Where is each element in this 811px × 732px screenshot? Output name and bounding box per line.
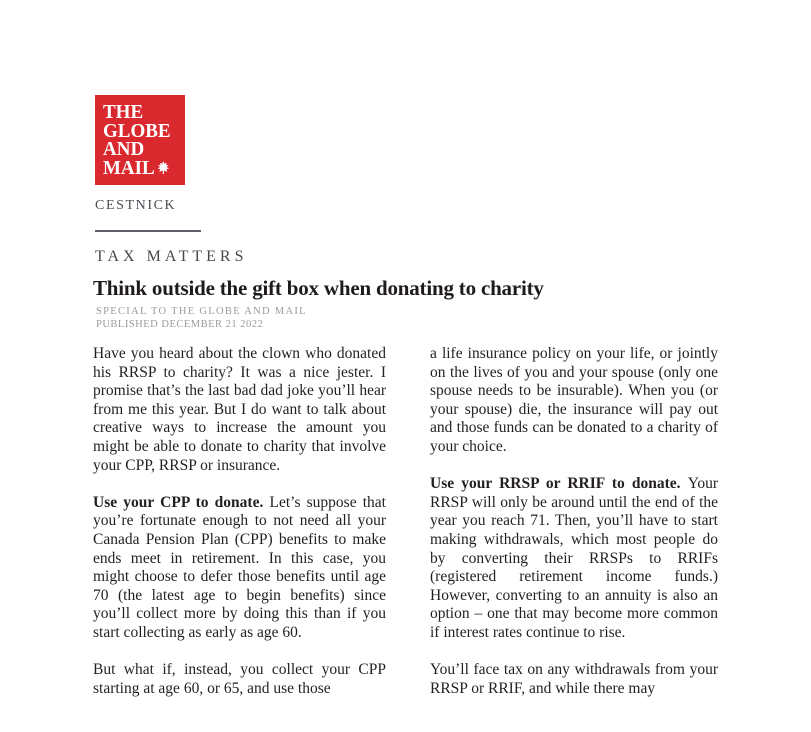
- section-divider: [95, 230, 201, 232]
- article-paragraph: Use your RRSP or RRIF to donate. Your RRSP will only be around until the end of the year you reach 71. Then, you’ll have to start making withdrawals, which most people do by converting their RRSPs to RRIFs (registered retirement income funds.) However, converting to an annuity is also an option – one that may become more common if interest rates continue to rise.: [430, 475, 718, 641]
- logo-wordmark-line: THE: [103, 101, 144, 123]
- article-paragraph: Have you heard about the clown who donated his RRSP to charity? It was a nice jester. I promise that’s the last bad dad joke you’ll hear from me this year. But I do want to talk about creative ways to increase the amount you might be able to donate to charity that involve your CPP, RRSP or insurance.: [93, 345, 386, 474]
- article-body: [93, 345, 718, 717]
- publish-date: PUBLISHED DECEMBER 21 2022: [96, 319, 264, 330]
- article-paragraph: But what if, instead, you collect your CPP starting at age 60, or 65, and use those: [93, 661, 386, 697]
- article-paragraph: You’ll face tax on any withdrawals from your RRSP or RRIF, and while there may: [430, 661, 718, 697]
- paragraph-bold-lead: Use your CPP to donate.: [93, 493, 270, 511]
- article-column-right: [430, 345, 718, 717]
- article-headline: Think outside the gift box when donating to charity: [93, 276, 544, 300]
- globe-and-mail-logo: [95, 95, 185, 185]
- section-label: TAX MATTERS: [95, 248, 248, 265]
- logo-wordmark-line: AND: [103, 138, 145, 160]
- maple-leaf-icon: [158, 161, 170, 174]
- paragraph-bold-lead: Use your RRSP or RRIF to donate.: [430, 475, 688, 493]
- article-column-left: [93, 345, 386, 717]
- article-paragraph: Use your CPP to donate. Let’s suppose that you’re fortunate enough to not need all your Canada Pension Plan (CPP) benefits to make ends meet in retirement. In this case, you might choose to defer those benefits until age 70 (the latest age to begin benefits) since you’ll collect more by doing this than if you start collecting as early as age 60.: [93, 493, 386, 641]
- columnist-name: CESTNICK: [95, 198, 177, 213]
- article-attribution: SPECIAL TO THE GLOBE AND MAIL: [96, 306, 307, 317]
- logo-wordmark-line: GLOBE: [103, 119, 171, 142]
- article-paragraph: a life insurance policy on your life, or jointly on the lives of you and your spouse (only one spouse needs to be insurable). When you (or your spouse) die, the insurance will pay out and those funds can be donated to a charity of your choice.: [430, 345, 718, 455]
- logo-wordmark-line: MAIL: [103, 159, 181, 178]
